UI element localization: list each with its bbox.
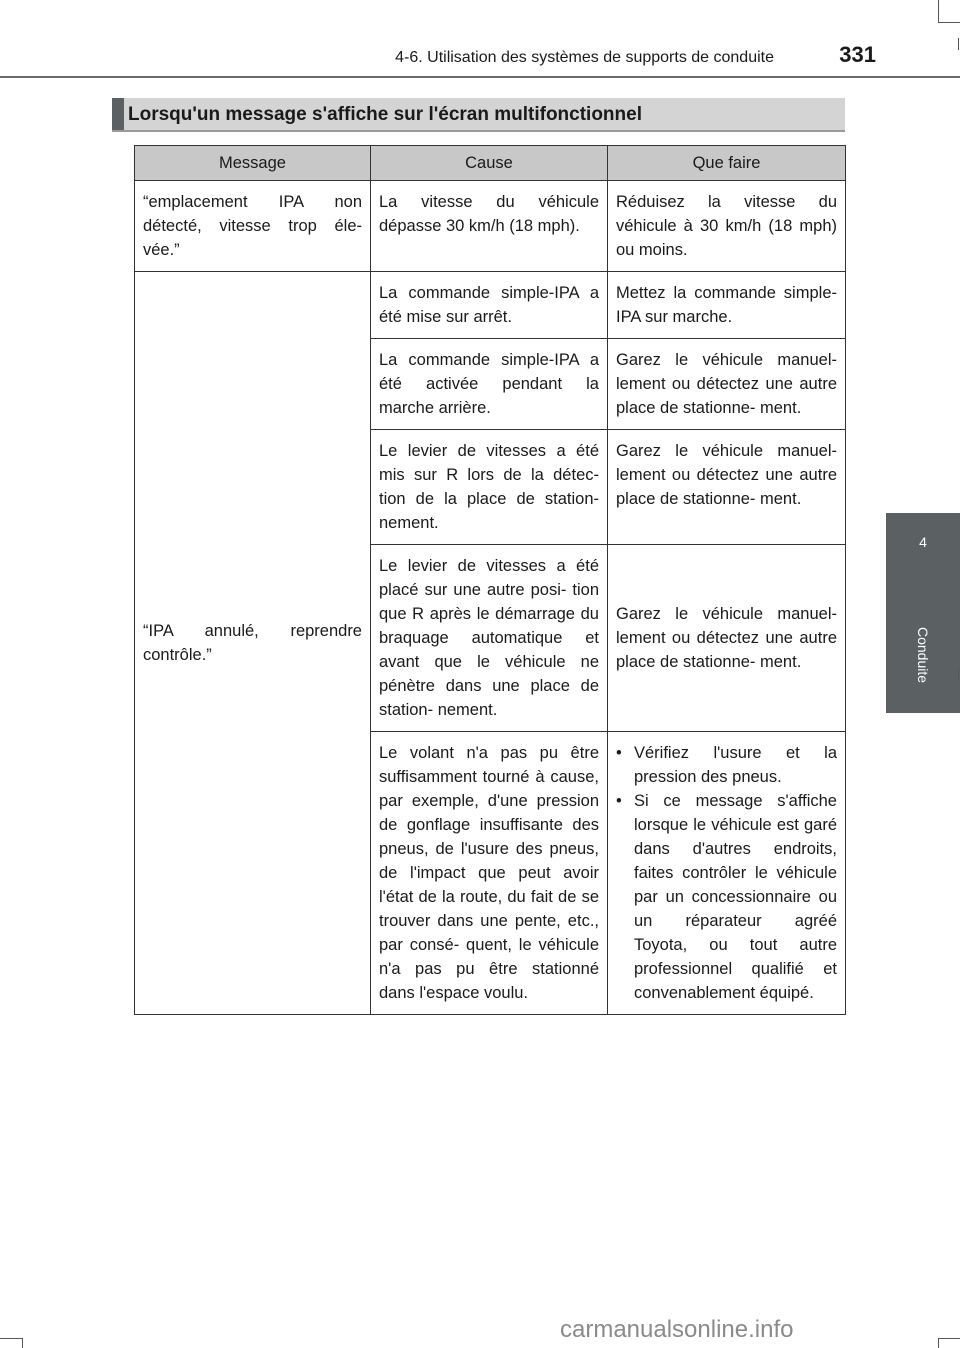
section-title-bar	[112, 98, 845, 132]
crop-mark	[938, 22, 960, 23]
action-bullet-list	[616, 741, 837, 1005]
cause-cell: La commande simple-IPA a été activée pendant la marche arrière.	[371, 339, 608, 430]
cause-cell: Le levier de vitesses a été placé sur une autre posi- tion que R après le démarrage du braquage automatique et avant que le véhicule ne pénètre dans une place de station- nement.	[371, 545, 608, 732]
column-header-action: Que faire	[608, 146, 846, 181]
section-heading: 4-6. Utilisation des systèmes de supports de conduite	[395, 49, 774, 66]
action-cell: Mettez la commande simple-IPA sur marche.	[608, 272, 846, 339]
crop-mark	[0, 1338, 22, 1339]
crop-mark	[938, 1338, 960, 1339]
column-header-message: Message	[135, 146, 371, 181]
message-table	[134, 145, 846, 1015]
message-cell: “IPA annulé, reprendre contrôle.”	[135, 272, 371, 1015]
crop-mark	[958, 668, 959, 680]
section-title: Lorsqu'un message s'affiche sur l'écran multifonctionnel	[128, 104, 642, 125]
cause-cell: Le levier de vitesses a été mis sur R lors de la détec- tion de la place de station- nement.	[371, 430, 608, 545]
bullet-item: • Vérifiez l'usure et la pression des pneus.	[616, 741, 837, 789]
crop-mark	[958, 38, 959, 50]
action-cell: Garez le véhicule manuel- lement ou détectez une autre place de stationne- ment.	[608, 339, 846, 430]
column-header-cause: Cause	[371, 146, 608, 181]
action-cell: Réduisez la vitesse du véhicule à 30 km/h (18 mph) ou moins.	[608, 181, 846, 272]
action-cell: Garez le véhicule manuel- lement ou détectez une autre place de stationne- ment.	[608, 430, 846, 545]
action-cell	[608, 732, 846, 1015]
crop-mark	[938, 1338, 939, 1348]
message-cell: “emplacement IPA non détecté, vitesse trop éle- vée.”	[135, 181, 371, 272]
chapter-side-tab	[886, 513, 960, 713]
watermark: carmanualsonline.info	[560, 1316, 794, 1343]
crop-mark	[22, 1338, 23, 1348]
page-number: 331	[839, 42, 876, 67]
table-header-row	[135, 146, 846, 181]
header-rule	[0, 76, 960, 78]
table-row	[135, 272, 846, 339]
table-row	[135, 181, 846, 272]
cause-cell: La vitesse du véhicule dépasse 30 km/h (18 mph).	[371, 181, 608, 272]
chapter-number: 4	[919, 534, 927, 550]
title-accent-bar	[112, 98, 124, 130]
chapter-label: Conduite	[915, 626, 931, 684]
bullet-item: • Si ce message s'affiche lorsque le véhicule est garé dans d'autres endroits, faites contrôler le véhicule par un concessionnaire ou un réparateur agréé Toyota, ou tout autre professionnel qualifié et convenablement équipé.	[616, 789, 837, 1005]
cause-cell: La commande simple-IPA a été mise sur arrêt.	[371, 272, 608, 339]
cause-cell: Le volant n'a pas pu être suffisamment tourné à cause, par exemple, d'une pression de gonflage insuffisante des pneus, de l'usure des pneus, de l'impact que peut avoir l'état de la route, du fait de se trouver dans une pente, etc., par consé- quent, le véhicule n'a pas pu être stationné dans l'espace voulu.	[371, 732, 608, 1015]
crop-mark	[938, 0, 939, 22]
action-cell: Garez le véhicule manuel- lement ou détectez une autre place de stationne- ment.	[608, 545, 846, 732]
